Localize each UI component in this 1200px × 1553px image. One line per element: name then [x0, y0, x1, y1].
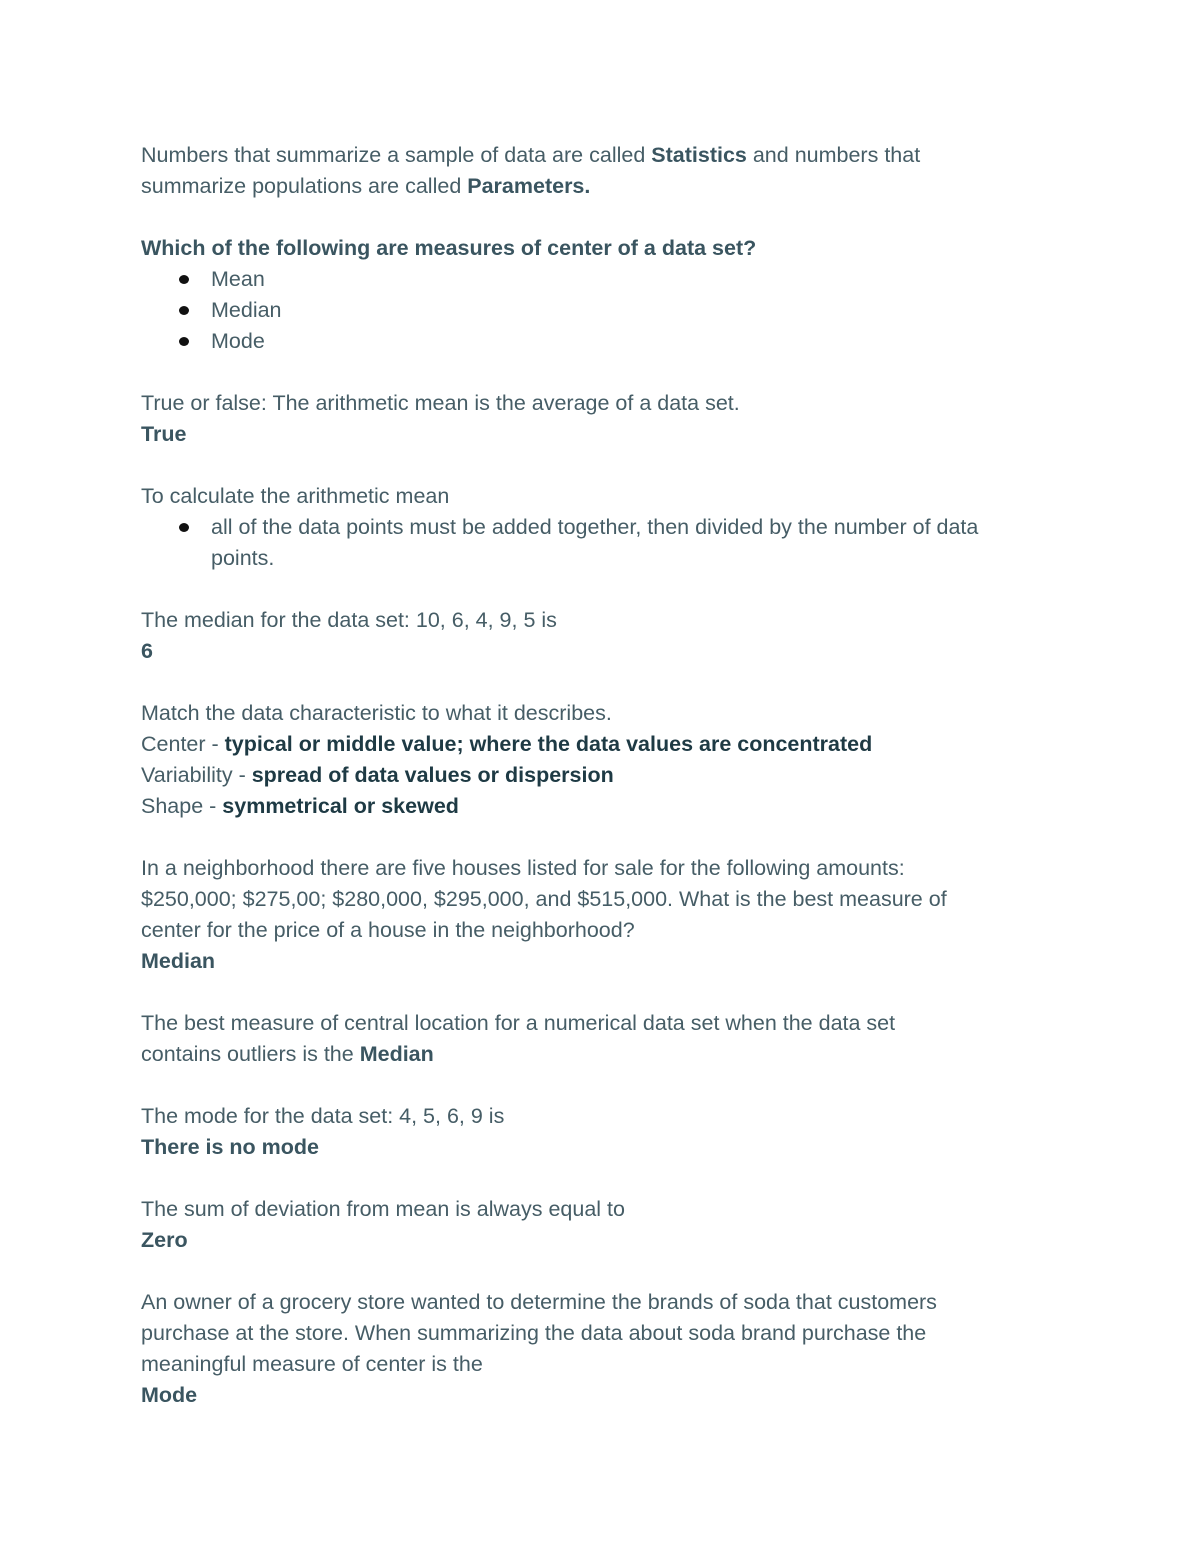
deviation-question: The sum of deviation from mean is always equal to	[141, 1197, 625, 1221]
bullet-icon	[179, 337, 189, 346]
match-term: Variability -	[141, 763, 252, 787]
match-row-variability	[141, 760, 1061, 791]
houses-question-line-1: In a neighborhood there are five houses listed for sale for the following amounts:	[141, 856, 905, 880]
document-page	[141, 140, 1061, 1411]
center-options-list	[141, 264, 1061, 357]
calc-answer-line-2: points.	[211, 546, 275, 570]
list-item	[141, 512, 1061, 574]
intro-text-3: summarize populations are called	[141, 174, 468, 198]
mode-question: The mode for the data set: 4, 5, 6, 9 is	[141, 1104, 505, 1128]
intro-statistics-term: Statistics	[651, 143, 747, 167]
outliers-line-2	[141, 1039, 1061, 1070]
match-row-center	[141, 729, 1061, 760]
center-question-text: Which of the following are measures of center of a data set?	[141, 236, 757, 260]
outliers-answer-text: Median	[359, 1042, 434, 1066]
spacer	[141, 977, 1061, 1008]
soda-question-line-3: meaningful measure of center is the	[141, 1352, 483, 1376]
spacer	[141, 1070, 1061, 1101]
mode-answer	[141, 1132, 1061, 1163]
houses-answer-text: Median	[141, 949, 216, 973]
calc-answer-list	[141, 512, 1061, 574]
spacer	[141, 450, 1061, 481]
median-answer-text: 6	[141, 639, 153, 663]
match-row-shape	[141, 791, 1061, 822]
spacer	[141, 202, 1061, 233]
mean-question: True or false: The arithmetic mean is the average of a data set.	[141, 391, 740, 415]
list-item	[141, 326, 1061, 357]
outliers-text: contains outliers is the	[141, 1042, 360, 1066]
mean-answer	[141, 419, 1061, 450]
intro-text-1: Numbers that summarize a sample of data are called	[141, 143, 652, 167]
median-answer	[141, 636, 1061, 667]
spacer	[141, 1163, 1061, 1194]
match-term: Shape -	[141, 794, 223, 818]
deviation-answer-text: Zero	[141, 1228, 188, 1252]
match-description: symmetrical or skewed	[222, 794, 459, 818]
bullet-icon	[179, 306, 189, 315]
soda-answer-text: Mode	[141, 1383, 198, 1407]
soda-question-line-1: An owner of a grocery store wanted to determine the brands of soda that customers	[141, 1290, 937, 1314]
spacer	[141, 822, 1061, 853]
match-description: spread of data values or dispersion	[251, 763, 614, 787]
houses-question-line-2: $250,000; $275,00; $280,000, $295,000, and $515,000. What is the best measure of	[141, 887, 947, 911]
intro-text-2: and numbers that	[746, 143, 921, 167]
mode-answer-text: There is no mode	[141, 1135, 320, 1159]
list-item-label: Mode	[211, 329, 265, 353]
soda-answer	[141, 1380, 1061, 1411]
match-term: Center -	[141, 732, 225, 756]
list-item-label: Mean	[211, 267, 265, 291]
calc-answer-line-1: all of the data points must be added together, then divided by the number of data	[211, 515, 979, 539]
intro-parameters-term: Parameters.	[467, 174, 591, 198]
median-question: The median for the data set: 10, 6, 4, 9, 5 is	[141, 608, 557, 632]
intro-line-2	[141, 171, 1061, 202]
list-item	[141, 264, 1061, 295]
list-item	[141, 295, 1061, 326]
match-question: Match the data characteristic to what it describes.	[141, 701, 612, 725]
center-question	[141, 233, 1061, 264]
bullet-icon	[179, 523, 189, 532]
houses-question-line-3: center for the price of a house in the neighborhood?	[141, 918, 635, 942]
spacer	[141, 357, 1061, 388]
mean-answer-text: True	[141, 422, 187, 446]
spacer	[141, 1256, 1061, 1287]
calc-question: To calculate the arithmetic mean	[141, 484, 450, 508]
outliers-line-1: The best measure of central location for a numerical data set when the data set	[141, 1011, 896, 1035]
bullet-icon	[179, 275, 189, 284]
houses-answer	[141, 946, 1061, 977]
match-description: typical or middle value; where the data values are concentrated	[224, 732, 873, 756]
spacer	[141, 667, 1061, 698]
intro-line-1	[141, 140, 1061, 171]
spacer	[141, 574, 1061, 605]
soda-question-line-2: purchase at the store. When summarizing the data about soda brand purchase the	[141, 1321, 927, 1345]
list-item-label: Median	[211, 298, 282, 322]
deviation-answer	[141, 1225, 1061, 1256]
